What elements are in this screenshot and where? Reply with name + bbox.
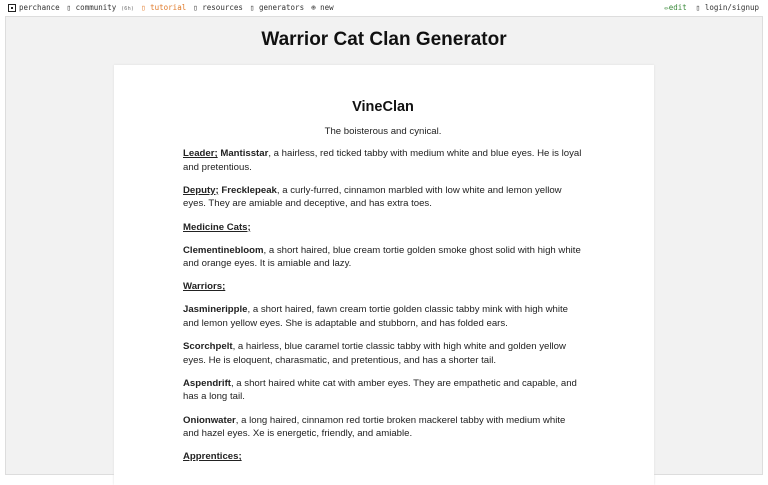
top-nav (0, 0, 768, 16)
nav-perchance[interactable] (8, 3, 60, 12)
page-title: Warrior Cat Clan Generator (261, 29, 507, 50)
deputy-entry (183, 184, 583, 211)
medicine-heading: Medicine Cats; (183, 221, 251, 233)
resources-icon: ▯ (193, 3, 203, 12)
cat-desc: , a short haired, blue cream tortie golden smoke ghost solid with high white and orange eyes. It is amiable and lazy. (183, 244, 581, 270)
nav-label: edit (668, 3, 687, 12)
pencil-icon: ✏ (664, 3, 669, 12)
cat-entry (183, 377, 583, 404)
leader-entry (183, 147, 583, 174)
nav-new[interactable] (311, 3, 334, 12)
warriors-heading: Warriors; (183, 281, 226, 293)
cat-name: Clementinebloom (183, 244, 264, 256)
nav-tutorial[interactable] (141, 3, 186, 12)
cat-desc: , a short haired white cat with amber eyes. They are empathetic and capable, and has a long tail. (183, 377, 577, 403)
clan-motto: The boisterous and cynical. (324, 125, 442, 137)
nav-community[interactable] (67, 3, 134, 12)
role-label: Leader; (183, 148, 218, 160)
cat-entry (183, 414, 583, 441)
generators-icon: ▯ (249, 3, 259, 12)
login-icon: ▯ (695, 3, 705, 12)
nav-label: tutorial (150, 3, 187, 12)
role-label: Deputy; (183, 184, 219, 196)
community-badge: (6h) (120, 6, 135, 12)
clan-output (183, 101, 583, 473)
edit-button[interactable] (664, 3, 687, 12)
cat-desc: , a curly-furred, cinnamon marbled with low white and lemon yellow eyes. They are amiable and deceptive, and has extra toes. (183, 184, 562, 210)
cat-name: Aspendrift (183, 377, 231, 389)
cat-entry (183, 244, 583, 271)
login-signup-link[interactable] (696, 3, 759, 12)
cat-name: Frecklepeak (221, 184, 277, 196)
cat-desc: , a long haired, cinnamon red tortie broken mackerel tabby with medium white and hazel eyes. Xe is energetic, friendly, and amiable. (183, 414, 566, 440)
nav-generators[interactable] (250, 3, 304, 12)
apprentices-heading: Apprentices; (183, 451, 242, 463)
cat-desc: , a short haired, fawn cream tortie golden classic tabby mink with high white and lemon yellow eyes. She is adaptable and stubborn, and has folded ears. (183, 304, 569, 330)
nav-label: perchance (19, 3, 60, 12)
nav-label: generators (258, 3, 305, 12)
nav-label: resources (202, 3, 243, 12)
dice-icon (8, 4, 16, 12)
cat-name: Scorchpelt (183, 341, 233, 353)
plus-icon: ⊕ (311, 3, 321, 12)
tutorial-icon: ▯ (141, 3, 151, 12)
cat-name: Onionwater (183, 414, 236, 426)
cat-name: Mantisstar (220, 148, 269, 160)
output-card (114, 65, 654, 485)
nav-label: new (320, 3, 334, 12)
community-icon: ▯ (66, 3, 76, 12)
cat-desc: , a hairless, red ticked tabby with medium white and blue eyes. He is loyal and pretentious. (183, 148, 582, 173)
cat-entry (183, 303, 583, 330)
nav-label: community (75, 3, 117, 12)
clan-name: VineClan (352, 99, 414, 115)
cat-desc: , a hairless, blue caramel tortie classic tabby with high white and golden yellow eyes. He is eloquent, charasmatic, and pretentious, and has a shorter tail. (183, 341, 566, 366)
cat-name: Jasmineripple (183, 304, 248, 316)
nav-resources[interactable] (193, 3, 243, 12)
cat-entry (183, 340, 583, 367)
nav-label: login/signup (704, 3, 759, 12)
